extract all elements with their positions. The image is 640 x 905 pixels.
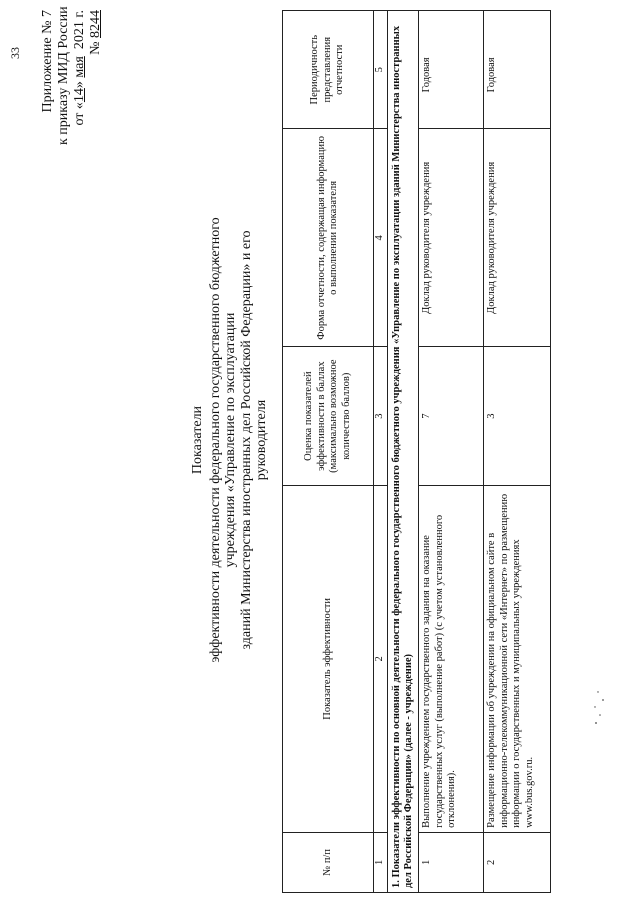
title-heading: Показатели <box>190 405 205 475</box>
row-periodicity: Годовая <box>419 11 484 129</box>
header-report-form: Форма отчетности, содержащая информацию о выполнении показателя <box>283 129 374 347</box>
column-number: 5 <box>374 11 388 129</box>
scan-specks <box>590 687 610 727</box>
row-num: 1 <box>419 832 484 892</box>
order-number: 8244 <box>88 10 103 38</box>
row-periodicity: Годовая <box>484 11 551 129</box>
row-report-form: Доклад руководителя учреждения <box>419 129 484 347</box>
column-number: 4 <box>374 129 388 347</box>
appendix-number: № 8244 <box>88 10 103 55</box>
row-score: 7 <box>419 347 484 486</box>
column-number: 1 <box>374 832 388 892</box>
date-day: 14 <box>72 88 87 103</box>
appendix-date: от «14» мая 2021 г. <box>72 10 87 126</box>
document-title <box>190 205 270 675</box>
section-row <box>388 11 419 893</box>
row-num: 2 <box>484 832 551 892</box>
table-row <box>484 11 551 893</box>
row-indicator: Выполнение учреждением государственного задания на оказание государственных услуг (выполнение работ) (с учетом установленного отклонения). <box>419 485 484 832</box>
column-number-row <box>374 11 388 893</box>
row-report-form: Доклад руководителя учреждения <box>484 129 551 347</box>
header-periodicity: Периодичность представления отчетности <box>283 11 374 129</box>
appendix-title: Приложение № 7 <box>40 10 55 113</box>
column-number: 2 <box>374 485 388 832</box>
indicators-table <box>282 10 551 893</box>
header-indicator: Показатель эффективности <box>283 485 374 832</box>
header-score: Оценка показателей эффективности в баллах (максимально возможное количество баллов) <box>283 347 374 486</box>
date-year: 2021 г. <box>72 10 87 50</box>
section-title: 1. Показатели эффективности по основной деятельности федерального государственного бюджетного учреждения «Управление по эксплуатации зданий Министерства иностранных дел Российской Федерации» (далее - учреждение) <box>388 11 419 893</box>
title-line-3: зданий Министерства иностранных дел Российской Федерации» и его руководителя <box>238 230 269 650</box>
row-indicator: Размещение информации об учреждении на официальном сайте в информационно-телекоммуникационной сети «Интернет» по размещению информации о государственных и муниципальных учреждениях www.bus.gov.ru. <box>484 485 551 832</box>
appendix-stamp <box>40 6 104 145</box>
table-header-row <box>283 11 374 893</box>
page-number: 33 <box>8 47 22 59</box>
date-month: мая <box>72 56 87 78</box>
appendix-order: к приказу МИД России <box>56 6 71 145</box>
row-score: 3 <box>484 347 551 486</box>
header-num: № п/п <box>283 832 374 892</box>
column-number: 3 <box>374 347 388 486</box>
table-row <box>419 11 484 893</box>
title-line-2: эффективности деятельности федерального государственного бюджетного учреждения «Управление по эксплуатации <box>207 217 238 663</box>
